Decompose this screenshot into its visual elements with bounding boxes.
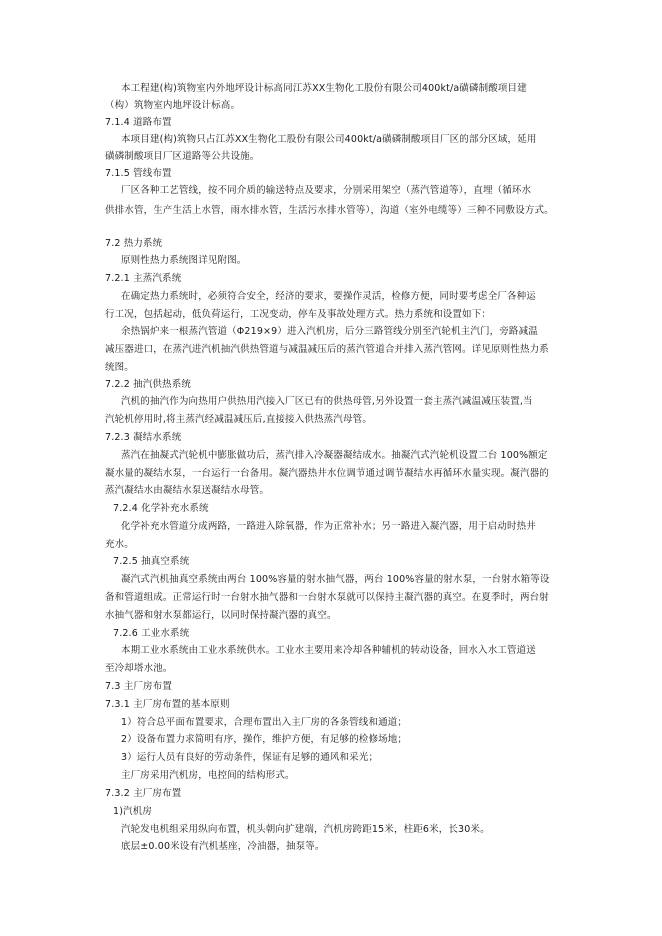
list-item: 3）运行人员有良好的劳动条件，保证有足够的通风和采光； [121,752,379,763]
section-heading: 7.2.2 抽汽供热系统 [105,379,191,390]
paragraph-line: 本期工业水系统由工业水系统供水。工业水主要用来冷却各种辅机的转动设备，回水入水工管道送 [121,645,536,656]
section-heading: 7.3.2 主厂房布置 [105,788,182,799]
section-heading: 7.1.4 道路布置 [105,117,172,128]
section-heading: 7.2.4 化学补充水系统 [113,503,209,514]
paragraph-line: 汽轮发电机组采用纵向布置，机头朝向扩建端，汽机房跨距15米，柱距6米，长30米。 [121,824,490,835]
paragraph-line: 凝水量的凝结水泵，一台运行一台备用。凝汽器热井水位调节通过调节凝结水再循环水量实现。凝汽器的 [105,468,549,479]
section-heading: 7.2.1 主蒸汽系统 [105,273,182,284]
section-heading: 7.3.1 主厂房布置的基本原则 [105,699,230,710]
paragraph-line: 化学补充水管道分成两路，一路进入除氧器，作为正常补水；另一路进入凝汽器，用于启动时热井 [121,521,536,532]
paragraph-line: 本工程建(构)筑物室内外地坪设计标高同江苏XX生物化工股份有限公司400kt/a磺磷制酸项目建 [121,83,527,94]
paragraph-line: （构）筑物室内地坪设计标高。 [105,100,241,111]
paragraph-line: 蒸汽在抽凝式汽轮机中膨胀做功后，蒸汽排入冷凝器凝结成水。抽凝汽式汽轮机设置二台 100%额定 [121,450,548,461]
paragraph-line: 至冷却塔水池。 [105,663,173,674]
paragraph-line: 余热锅炉来一根蒸汽管道（Φ219×9）进入汽机房，后分三路管线分别至汽轮机主汽门，旁路减温 [121,326,538,337]
list-item: 1）符合总平面布置要求，合理布置出入主厂房的各条管线和通道； [121,717,408,728]
subsection-label: 1)汽机房 [113,806,153,817]
section-heading: 7.2 热力系统 [105,238,163,249]
section-heading: 7.2.3 凝结水系统 [105,432,182,443]
list-item: 2）设备布置力求简明有序，操作，维护方便，有足够的检修场地； [121,734,408,745]
paragraph-line: 行工况，包括起动，低负荷运行，工况变动，停车及事故处理方式。热力系统和设置如下： [105,309,492,320]
paragraph-line: 充水。 [105,539,134,550]
section-heading: 7.1.5 管线布置 [105,168,172,179]
paragraph-line: 蒸汽凝结水由凝结水泵送凝结水母管。 [105,485,270,496]
paragraph-line: 汽机的抽汽作为向热用户供热用汽接入厂区已有的供热母管,另外设置一套主蒸汽减温减压装置,当 [121,396,533,407]
section-heading: 7.2.5 抽真空系统 [113,556,190,567]
section-heading: 7.3 主厂房布置 [105,681,172,692]
paragraph-line: 凝汽式汽机抽真空系统由两台 100%容量的射水抽气器，两台 100%容量的射水泵，一台射水箱等设 [121,574,550,585]
paragraph-line: 在确定热力系统时，必须符合安全，经济的要求，要操作灵活，检修方便，同时要考虑全厂各种运 [121,291,536,302]
paragraph-line: 统图。 [105,362,134,373]
section-heading: 7.2.6 工业水系统 [113,628,190,639]
paragraph-line: 原则性热力系统图详见附图。 [121,255,247,266]
paragraph-line: 汽轮机停用时,将主蒸汽经减温减压后,直接接入供热蒸汽母管。 [105,414,372,425]
paragraph-line: 备和管道组成。正常运行时一台射水抽气器和一台射水泵就可以保持主凝汽器的真空。在夏季时，两台射 [105,592,549,603]
paragraph-line: 供排水管，生产生活上水管，雨水排水管，生活污水排水管等），沟道（室外电缆等）三种不同敷设方式。 [105,205,554,216]
paragraph-line: 减压器进口，在蒸汽进汽机抽汽供热管道与减温减压后的蒸汽管道合并排入蒸汽管网。详见原则性热力系 [105,344,549,355]
paragraph-line: 底层±0.00米设有汽机基座，冷油器，抽泵等。 [121,841,325,852]
paragraph-line: 本项目建(构)筑物只占江苏XX生物化工股份有限公司400kt/a磺磷制酸项目厂区的部分区域，延用 [121,134,537,145]
paragraph-line: 磺磷制酸项目厂区道路等公共设施。 [105,151,260,162]
paragraph-line: 水抽气器和射水泵都运行，以同时保持凝汽器的真空。 [105,610,337,621]
paragraph-line: 厂区各种工艺管线，按不同介质的输送特点及要求，分别采用架空（蒸汽管道等），直埋（循环水 [121,185,532,196]
paragraph-line: 主厂房采用汽机房，电控间的结构形式。 [121,770,295,781]
